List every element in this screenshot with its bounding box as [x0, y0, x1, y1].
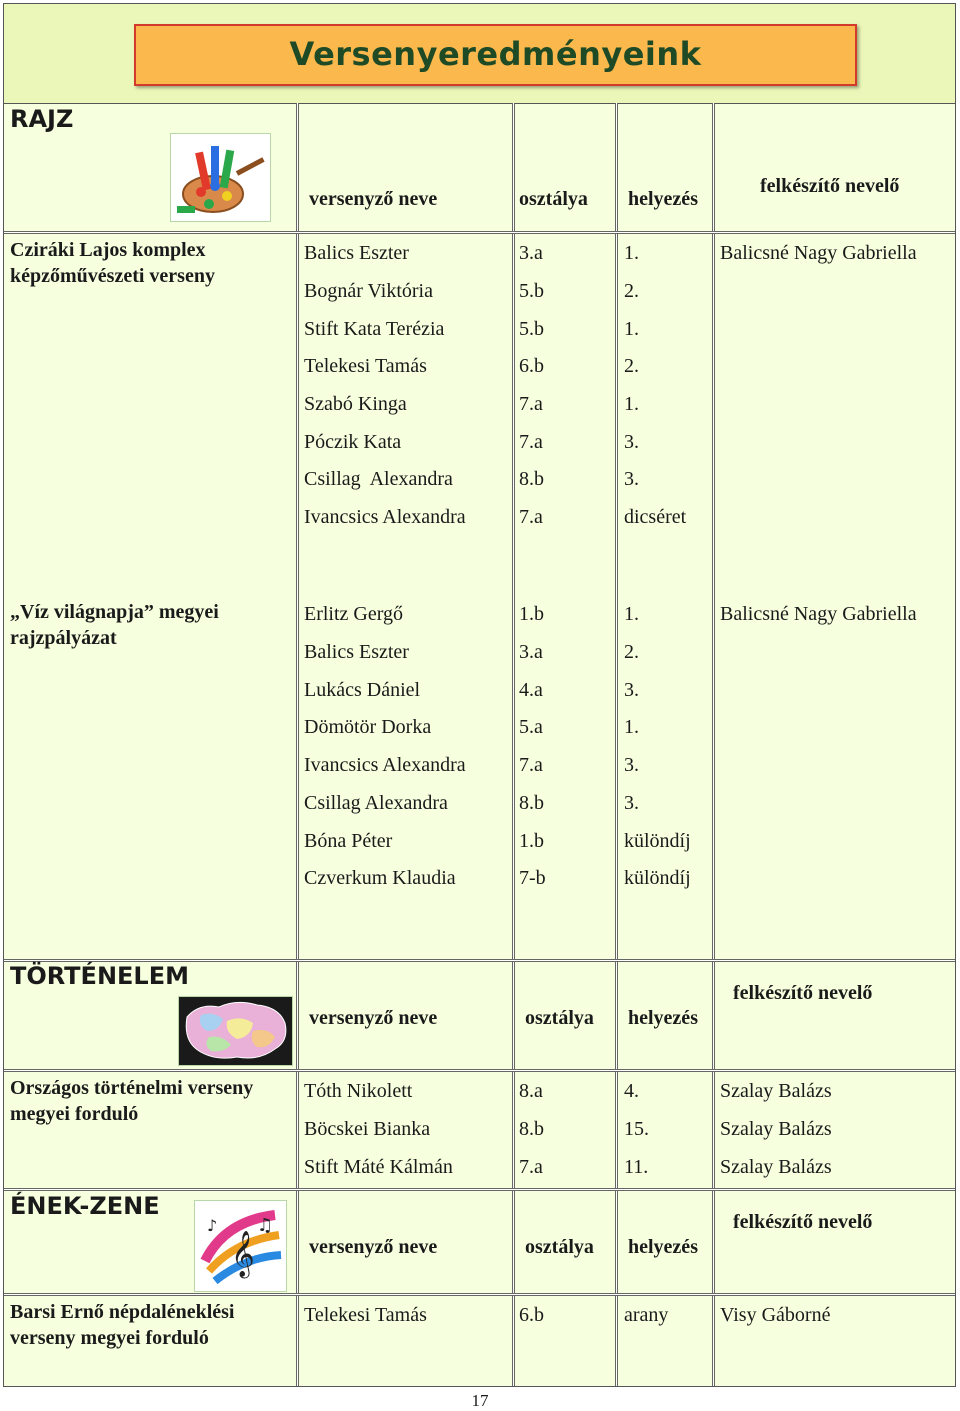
- student-name: Telekesi Tamás: [304, 355, 427, 377]
- grid-line: [712, 103, 715, 1386]
- student-class: 4.a: [519, 679, 543, 701]
- student-place: 2.: [624, 280, 639, 302]
- column-header-place: helyezés: [628, 1007, 698, 1029]
- student-place: 1.: [624, 242, 639, 264]
- grid-line: [512, 103, 515, 1386]
- student-class: 1.b: [519, 603, 544, 625]
- student-name: Bognár Viktória: [304, 280, 433, 302]
- student-place: 15.: [624, 1118, 649, 1140]
- student-name: Lukács Dániel: [304, 679, 421, 701]
- student-name: Balics Eszter: [304, 242, 409, 264]
- student-name: Csillag Alexandra: [304, 792, 448, 814]
- column-header-student: versenyző neve: [309, 188, 438, 210]
- student-place: különdíj: [624, 830, 691, 852]
- student-name: Balics Eszter: [304, 641, 409, 663]
- student-place: 1.: [624, 603, 639, 625]
- competition-name: „Víz világnapja” megyei rajzpályázat: [10, 601, 219, 649]
- student-class: 3.a: [519, 242, 543, 264]
- student-name: Tóth Nikolett: [304, 1080, 413, 1102]
- column-header-class: osztálya: [525, 1236, 594, 1258]
- teacher-name: Visy Gáborné: [720, 1304, 831, 1326]
- music-notes-icon: [194, 1200, 287, 1292]
- student-place: 1.: [624, 393, 639, 415]
- grid-line: [615, 103, 618, 1386]
- teacher-name: Balicsné Nagy Gabriella: [720, 603, 917, 625]
- student-name: Böcskei Bianka: [304, 1118, 431, 1140]
- student-class: 7.a: [519, 1156, 543, 1178]
- student-place: 3.: [624, 679, 639, 701]
- teacher-name: Szalay Balázs: [720, 1156, 832, 1178]
- svg-text:♪: ♪: [207, 1216, 218, 1235]
- student-name: Póczik Kata: [304, 431, 402, 453]
- competition-name: Cziráki Lajos komplex képzőművészeti verseny: [10, 239, 215, 287]
- competition-name: Országos történelmi verseny megyei forduló: [10, 1077, 254, 1125]
- svg-text:♫: ♫: [257, 1215, 274, 1236]
- section-title-enekzene: ÉNEK-ZENE: [10, 1192, 160, 1220]
- column-header-student: versenyző neve: [309, 1007, 438, 1029]
- student-class: 5.a: [519, 716, 543, 738]
- column-header-teacher: felkészítő nevelő: [760, 175, 900, 197]
- column-header-teacher: felkészítő nevelő: [733, 982, 873, 1004]
- grid-line: [4, 1293, 955, 1296]
- teacher-name: Szalay Balázs: [720, 1118, 832, 1140]
- student-place: 3.: [624, 431, 639, 453]
- student-name: Telekesi Tamás: [304, 1304, 427, 1326]
- student-name: Szabó Kinga: [304, 393, 407, 415]
- section-title-rajz: RAJZ: [10, 105, 74, 133]
- student-class: 3.a: [519, 641, 543, 663]
- grid-line: [4, 1069, 955, 1072]
- student-class: 7.a: [519, 393, 543, 415]
- student-name: Dömötör Dorka: [304, 716, 432, 738]
- page-number: 17: [471, 1391, 489, 1410]
- student-place: különdíj: [624, 867, 691, 889]
- student-name: Bóna Péter: [304, 830, 393, 852]
- student-name: Ivancsics Alexandra: [304, 754, 466, 776]
- student-place: 4.: [624, 1080, 639, 1102]
- student-place: dicséret: [624, 506, 687, 528]
- column-header-student: versenyző neve: [309, 1236, 438, 1258]
- student-class: 5.b: [519, 318, 544, 340]
- page-header: [4, 4, 955, 104]
- student-place: 2.: [624, 641, 639, 663]
- student-place: 2.: [624, 355, 639, 377]
- column-header-place: helyezés: [628, 188, 698, 210]
- student-class: 7.a: [519, 754, 543, 776]
- student-class: 8.b: [519, 468, 544, 490]
- student-class: 6.b: [519, 355, 544, 377]
- student-place: 3.: [624, 754, 639, 776]
- student-place: arany: [624, 1304, 669, 1326]
- student-class: 7.a: [519, 506, 543, 528]
- student-class: 1.b: [519, 830, 544, 852]
- svg-text:𝄞: 𝄞: [231, 1231, 255, 1277]
- student-class: 6.b: [519, 1304, 544, 1326]
- column-header-teacher: felkészítő nevelő: [733, 1211, 873, 1233]
- student-class: 8.b: [519, 792, 544, 814]
- grid-line: [4, 231, 955, 234]
- student-class: 7-b: [519, 867, 546, 889]
- student-place: 11.: [624, 1156, 649, 1178]
- student-place: 3.: [624, 468, 639, 490]
- student-name: Ivancsics Alexandra: [304, 506, 466, 528]
- student-class: 8.b: [519, 1118, 544, 1140]
- student-name: Czverkum Klaudia: [304, 867, 456, 889]
- page-title: Versenyeredményeink: [134, 24, 857, 86]
- grid-line: [296, 103, 299, 1386]
- column-header-place: helyezés: [628, 1236, 698, 1258]
- student-place: 3.: [624, 792, 639, 814]
- student-place: 1.: [624, 318, 639, 340]
- section-title-tortenelem: TÖRTÉNELEM: [10, 962, 189, 990]
- competition-name: Barsi Ernő népdaléneklési verseny megyei forduló: [10, 1301, 235, 1349]
- student-class: 8.a: [519, 1080, 543, 1102]
- student-name: Stift Máté Kálmán: [304, 1156, 453, 1178]
- column-header-class: osztálya: [525, 1007, 594, 1029]
- student-name: Erlitz Gergő: [304, 603, 404, 625]
- student-class: 7.a: [519, 431, 543, 453]
- teacher-name: Szalay Balázs: [720, 1080, 832, 1102]
- student-name: Csillag Alexandra: [304, 468, 453, 490]
- column-header-class: osztálya: [519, 188, 588, 210]
- student-place: 1.: [624, 716, 639, 738]
- historical-map-icon: [178, 996, 293, 1066]
- student-class: 5.b: [519, 280, 544, 302]
- results-page: [3, 3, 956, 1387]
- grid-line: [4, 1188, 955, 1191]
- student-name: Stift Kata Terézia: [304, 318, 445, 340]
- teacher-name: Balicsné Nagy Gabriella: [720, 242, 917, 264]
- paint-palette-icon: [170, 133, 271, 222]
